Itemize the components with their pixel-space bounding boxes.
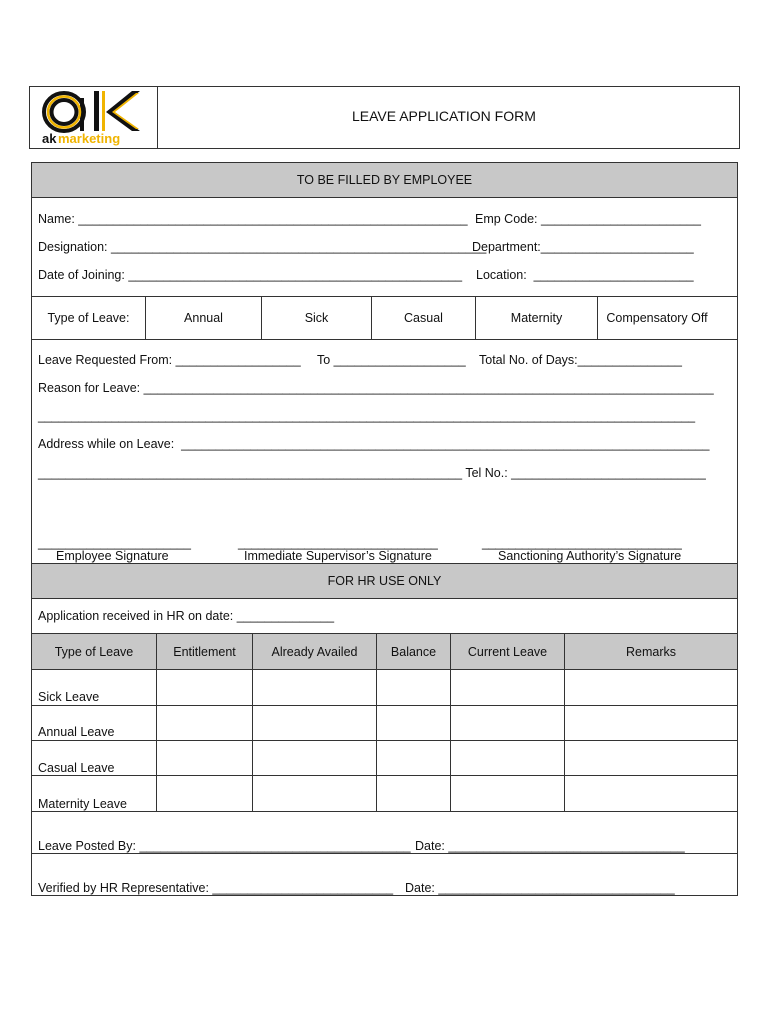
hr-received-date-field[interactable]: Application received in HR on date: ______________ (38, 609, 335, 623)
col-type-of-leave: Type of Leave (54, 644, 134, 659)
employee-signature-label: Employee Signature (56, 549, 169, 563)
table-row-sick-leave: Sick Leave (38, 690, 100, 704)
authority-signature-line[interactable]: ______________________________ (482, 536, 682, 550)
col-entitlement: Entitlement (173, 644, 236, 659)
supervisor-signature-line[interactable]: ______________________________ (238, 536, 438, 550)
col-remarks: Remarks (625, 644, 676, 659)
title-divider (157, 86, 158, 149)
logo-brand-marketing: marketing (58, 131, 121, 146)
table-row-annual-leave: Annual Leave (38, 725, 115, 739)
employee-signature-line[interactable]: ______________________ (38, 536, 191, 550)
reason-field[interactable]: Reason for Leave: __________________________________________________________________________________ (38, 381, 714, 395)
name-field[interactable]: Name: ________________________________________________________ (38, 212, 468, 226)
leave-type-annual[interactable]: Annual (184, 311, 223, 325)
leave-to-field[interactable]: To ___________________ (317, 353, 466, 367)
emp-code-field[interactable]: Emp Code: _______________________ (475, 212, 701, 226)
leave-type-compensatory-off[interactable]: Compensatory Off (606, 311, 708, 325)
form-title: LEAVE APPLICATION FORM (352, 108, 536, 124)
supervisor-signature-label: Immediate Supervisor’s Signature (244, 549, 432, 563)
hr-section-header: FOR HR USE ONLY (32, 564, 737, 598)
leave-posted-by-field[interactable]: Leave Posted By: _______________________________________ (38, 839, 411, 853)
posted-date-field[interactable]: Date: __________________________________ (415, 839, 685, 853)
leave-type-sick[interactable]: Sick (304, 311, 329, 325)
leave-type-label: Type of Leave: (47, 311, 130, 325)
leave-type-maternity[interactable]: Maternity (510, 311, 563, 325)
location-field[interactable]: Location: _______________________ (476, 268, 694, 282)
table-row-casual-leave: Casual Leave (38, 761, 115, 775)
reason-field-line2[interactable]: __________________________________________________________________________________________________ (38, 409, 695, 423)
date-of-joining-field[interactable]: Date of Joining: ________________________________________________ (38, 268, 463, 282)
leave-requested-from-field[interactable]: Leave Requested From: __________________ (38, 353, 301, 367)
leave-type-casual[interactable]: Casual (404, 311, 443, 325)
address-field[interactable]: Address while on Leave: ____________________________________________________________________________ (38, 437, 710, 451)
col-already-availed: Already Availed (271, 644, 358, 659)
table-row-maternity-leave: Maternity Leave (38, 797, 127, 811)
verified-by-field[interactable]: Verified by HR Representative: __________________________ (38, 881, 394, 895)
authority-signature-label: Sanctioning Authority’s Signature (498, 549, 682, 563)
department-field[interactable]: Department:______________________ (472, 240, 694, 254)
employee-section-header: TO BE FILLED BY EMPLOYEE (32, 163, 737, 197)
verified-date-field[interactable]: Date: __________________________________ (405, 881, 675, 895)
col-balance: Balance (390, 644, 437, 659)
logo-brand-ak: ak (42, 131, 57, 146)
designation-field[interactable]: Designation: ______________________________________________________ (38, 240, 487, 254)
total-days-field[interactable]: Total No. of Days:_______________ (479, 353, 682, 367)
col-current-leave: Current Leave (467, 644, 548, 659)
address-field-line2[interactable]: _____________________________________________________________ Tel No.: ____________________________ (38, 466, 706, 480)
